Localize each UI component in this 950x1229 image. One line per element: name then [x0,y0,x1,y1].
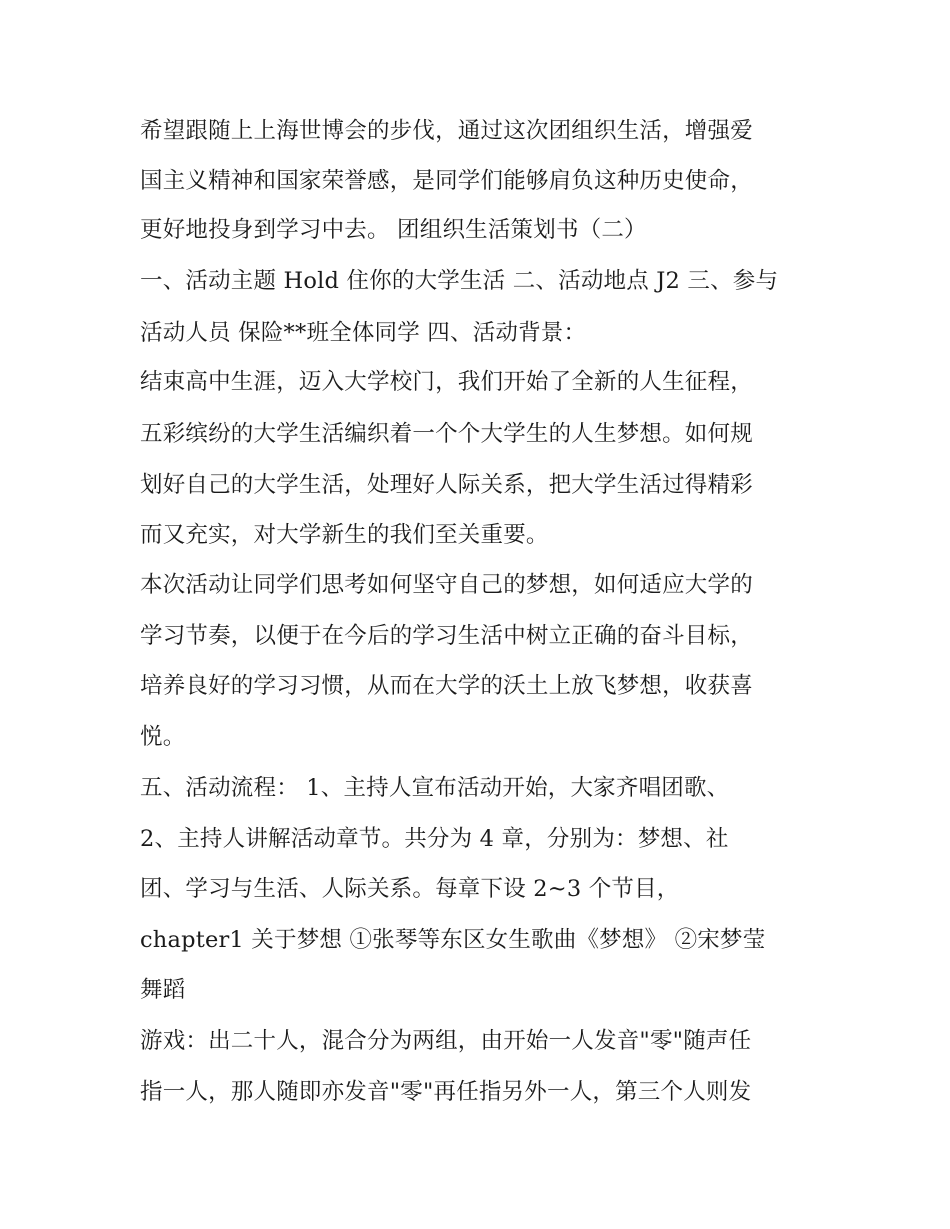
text-line: 游戏：出二十人，混合分为两组，由开始一人发音"零"随声任 [140,1028,752,1054]
text-line: 学习节奏，以便于在今后的学习生活中树立正确的奋斗目标， [140,623,753,649]
text-line: 更好地投身到学习中去。 团组织生活策划书（二） [140,217,647,243]
text-line: 培养良好的学习习惯，从而在大学的沃土上放飞梦想，收获喜 [140,673,753,699]
text-line: 本次活动让同学们思考如何坚守自己的梦想，如何适应大学的 [140,572,753,598]
text-line: 指一人，那人随即亦发音"零"再任指另外一人，第三个人则发 [140,1079,752,1105]
text-line: 国主义精神和国家荣誉感，是同学们能够肩负这种历史使命， [140,168,753,194]
text-line: 五、活动流程： 1、主持人宣布活动开始，大家齐唱团歌、 [140,775,730,801]
text-line: 结束高中生涯，迈入大学校门，我们开始了全新的人生征程， [140,369,753,395]
text-line: 五彩缤纷的大学生活编织着一个个大学生的人生梦想。如何规 [140,421,753,447]
text-line: 悦。 [140,724,186,750]
text-line: 希望跟随上上海世博会的步伐，通过这次团组织生活，增强爱 [140,118,753,144]
text-line: 一、活动主题 Hold 住你的大学生活 二、活动地点 J2 三、参与 [140,268,779,294]
text-line: 划好自己的大学生活，处理好人际关系，把大学生活过得精彩 [140,472,753,498]
text-line: 舞蹈 [140,977,186,1003]
text-line: 团、学习与生活、人际关系。每章下设 2~3 个节目， [140,876,680,902]
text-line: 而又充实，对大学新生的我们至关重要。 [140,522,549,548]
text-line: chapter1 关于梦想 ①张琴等东区女生歌曲《梦想》 ②宋梦莹 [140,927,766,953]
text-line: 2、主持人讲解活动章节。共分为 4 章，分别为：梦想、社 [140,826,729,852]
text-line: 活动人员 保险**班全体同学 四、活动背景： [140,320,587,346]
